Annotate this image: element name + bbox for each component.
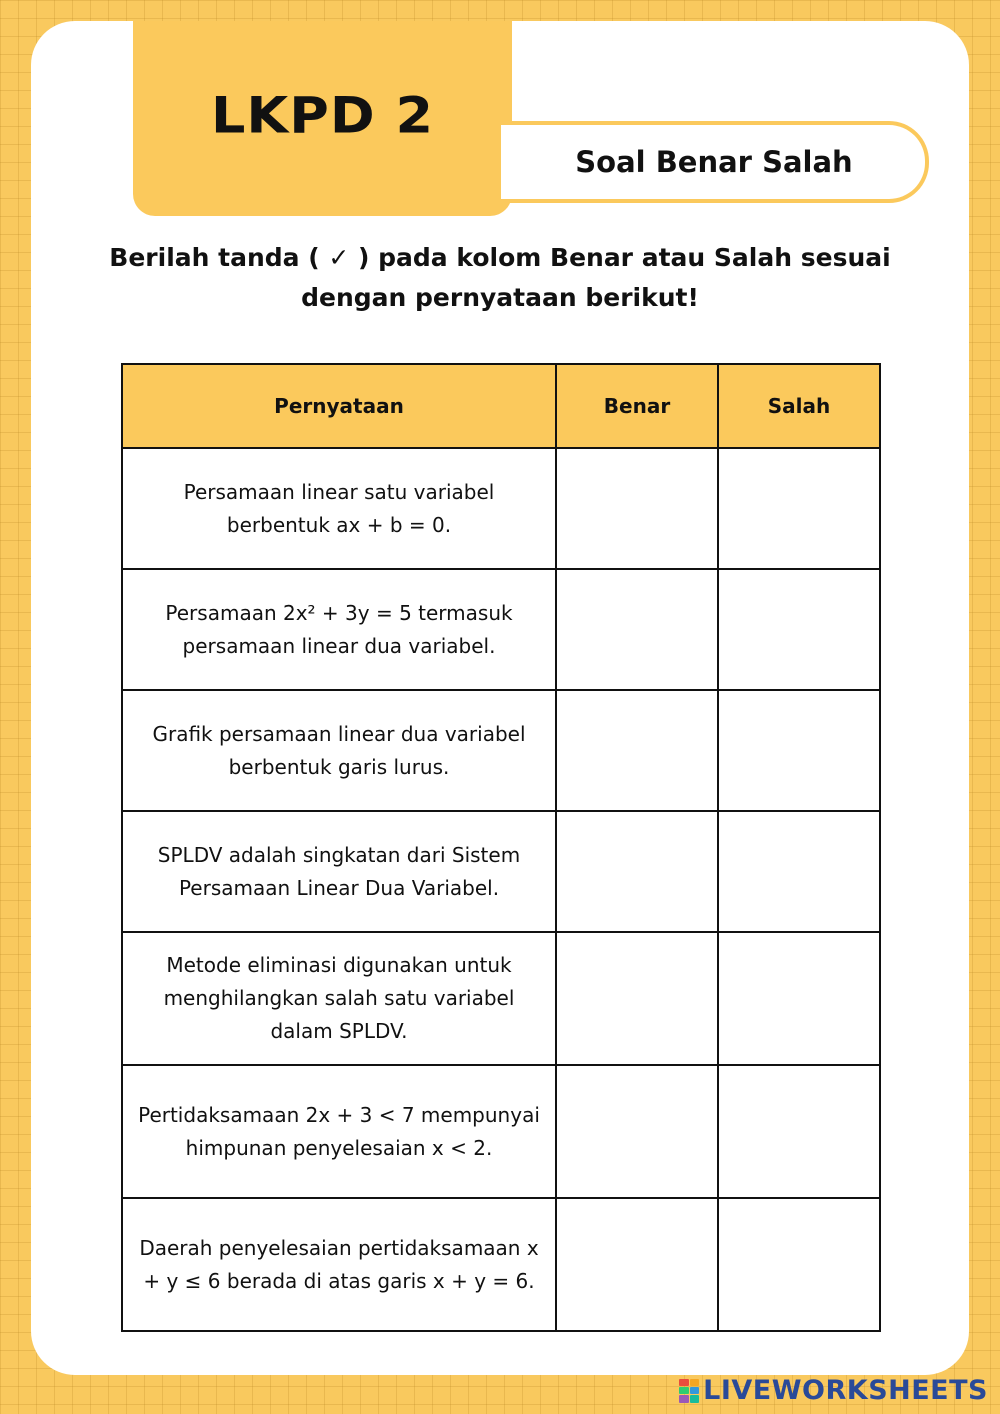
false-answer-cell[interactable] [718,569,880,690]
logo-square [690,1395,700,1402]
true-false-table [121,363,881,1332]
true-answer-cell[interactable] [556,569,718,690]
false-answer-cell[interactable] [718,1065,880,1198]
statement-cell: Grafik persamaan linear dua variabel berbentuk garis lurus. [122,690,556,811]
logo-square [679,1379,689,1386]
page-title: LKPD 2 [210,86,435,145]
column-header-true: Benar [556,364,718,448]
statement-cell: Daerah penyelesaian pertidaksamaan x + y ≤ 6 berada di atas garis x + y = 6. [122,1198,556,1331]
table-row [122,1198,880,1331]
false-answer-cell[interactable] [718,932,880,1065]
true-answer-cell[interactable] [556,448,718,569]
brand-name: LIVEWORKSHEETS [703,1375,988,1406]
liveworksheets-branding [679,1375,988,1406]
true-answer-cell[interactable] [556,932,718,1065]
title-tab [133,21,512,216]
statement-cell: Persamaan 2x² + 3y = 5 termasuk persamaan linear dua variabel. [122,569,556,690]
column-header-false: Salah [718,364,880,448]
statement-cell: SPLDV adalah singkatan dari Sistem Persamaan Linear Dua Variabel. [122,811,556,932]
subtitle-pill [501,121,929,203]
column-header-statement: Pernyataan [122,364,556,448]
true-answer-cell[interactable] [556,811,718,932]
logo-square [679,1395,689,1402]
table-row [122,569,880,690]
statement-cell: Metode eliminasi digunakan untuk menghilangkan salah satu variabel dalam SPLDV. [122,932,556,1065]
true-answer-cell[interactable] [556,1065,718,1198]
table-row [122,811,880,932]
logo-square [679,1387,689,1394]
false-answer-cell[interactable] [718,690,880,811]
page-subtitle: Soal Benar Salah [575,145,853,179]
logo-square [690,1379,700,1386]
false-answer-cell[interactable] [718,1198,880,1331]
table-row [122,448,880,569]
false-answer-cell[interactable] [718,811,880,932]
table-row [122,1065,880,1198]
false-answer-cell[interactable] [718,448,880,569]
statement-cell: Persamaan linear satu variabel berbentuk ax + b = 0. [122,448,556,569]
statement-cell: Pertidaksamaan 2x + 3 < 7 mempunyai himpunan penyelesaian x < 2. [122,1065,556,1198]
true-answer-cell[interactable] [556,1198,718,1331]
instruction-text: Berilah tanda ( ✓ ) pada kolom Benar atau Salah sesuai dengan pernyataan berikut! [109,243,891,312]
table-header-row [122,364,880,448]
logo-square [690,1387,700,1394]
true-answer-cell[interactable] [556,690,718,811]
liveworksheets-logo-icon [679,1379,699,1403]
table-row [122,690,880,811]
table-row [122,932,880,1065]
